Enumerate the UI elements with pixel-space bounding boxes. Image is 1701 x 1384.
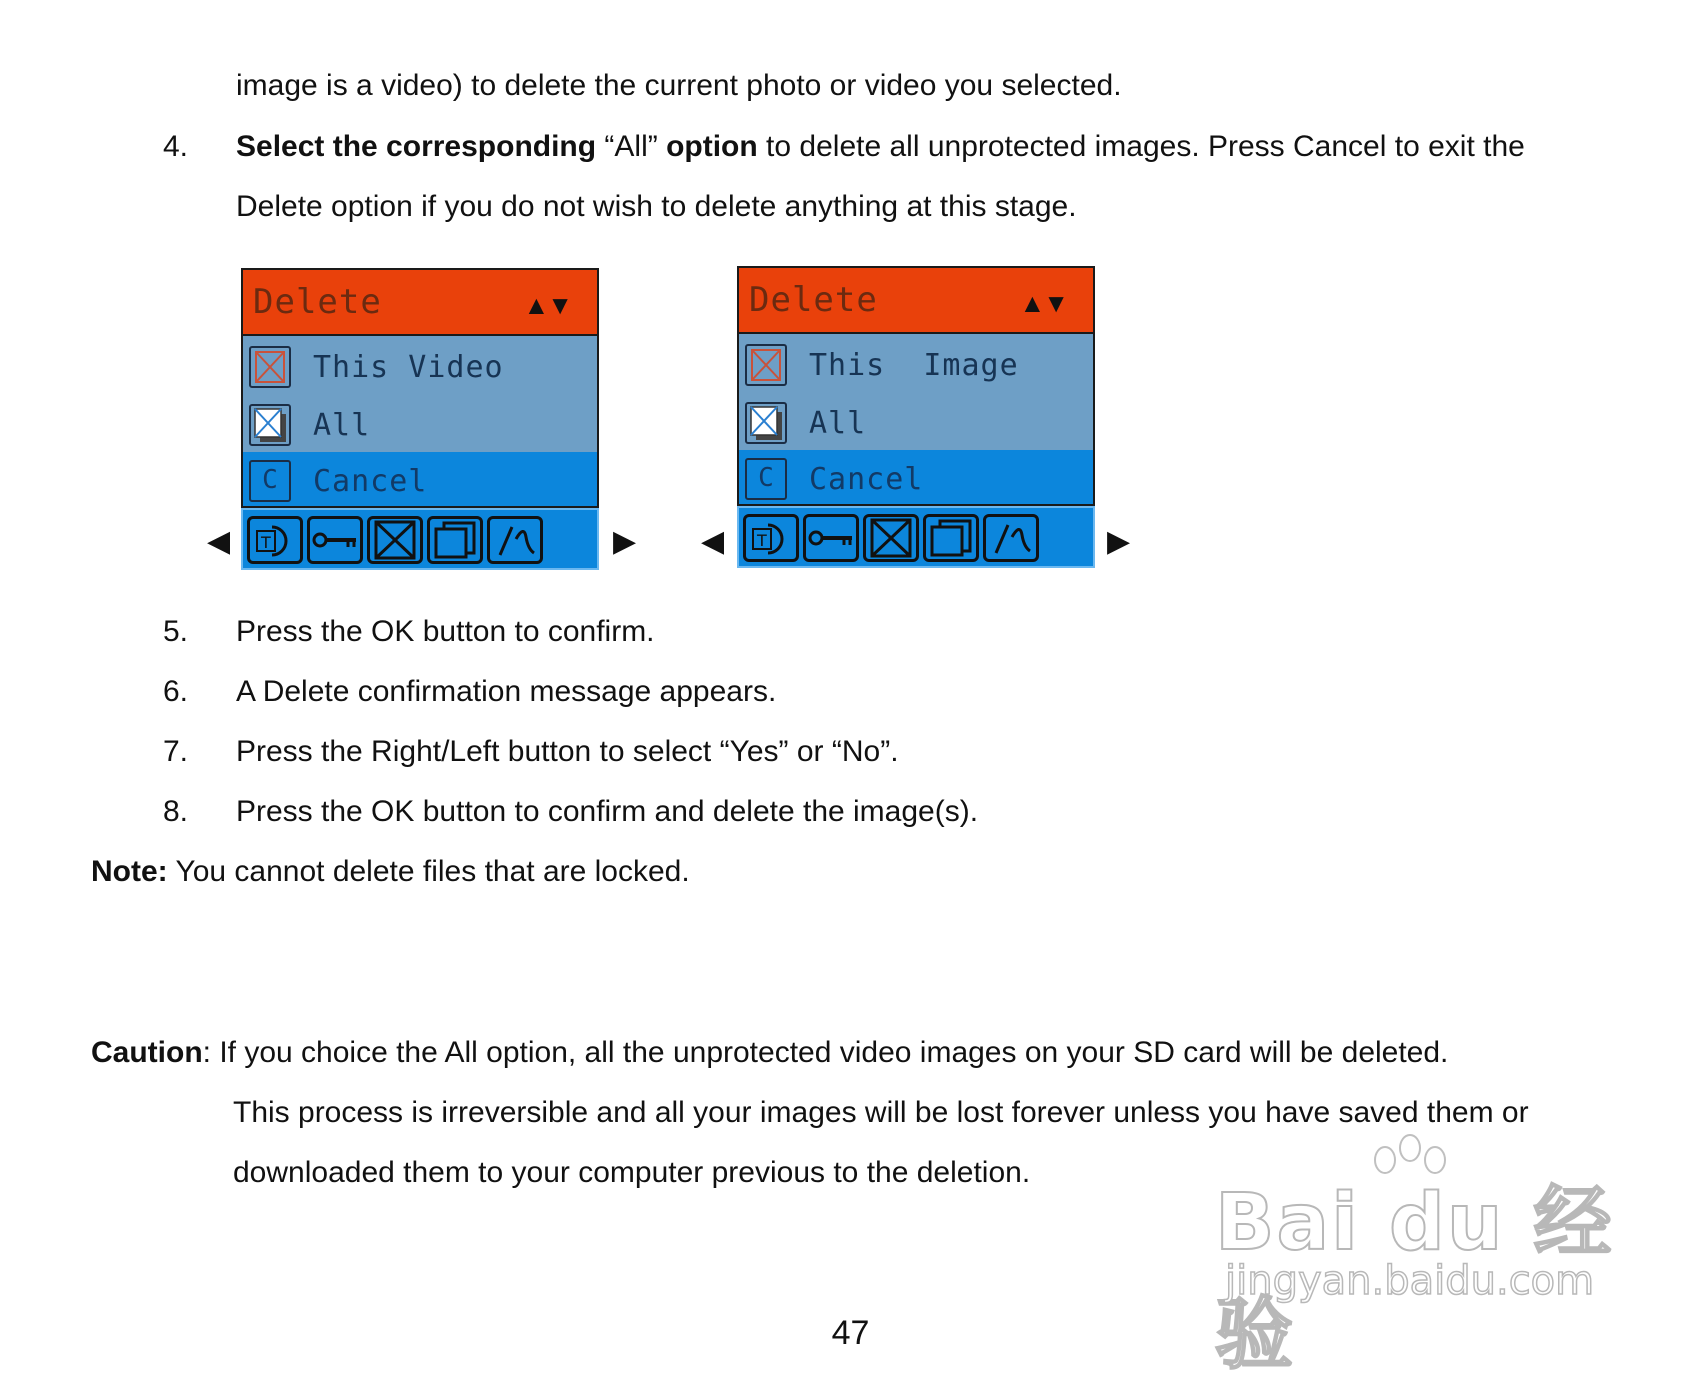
menu-header — [739, 268, 1093, 334]
step-6-text: A Delete confirmation message appears. — [236, 675, 777, 708]
delete-icon[interactable] — [367, 516, 423, 564]
step-4-bold-a: Select the corresponding — [236, 130, 597, 163]
right-arrow-icon[interactable]: ▶ — [613, 525, 637, 558]
step-7-number: 7. — [163, 735, 189, 768]
menu-item-this-video[interactable] — [243, 338, 597, 396]
step-8-number: 8. — [163, 795, 189, 828]
baidu-watermark — [1215, 1130, 1615, 1380]
watermark-main: Bai du 经验 — [1215, 1178, 1614, 1380]
menu-header — [243, 270, 597, 336]
note-label: Note: — [91, 855, 168, 888]
step-8-text: Press the OK button to confirm and delete the image(s). — [236, 795, 979, 828]
delete-menu-image — [701, 266, 1131, 568]
menu-toolbar — [241, 508, 599, 570]
caution-text: : If you choice the All option, all the unprotected video images on your SD card will be deleted. — [202, 1036, 1449, 1069]
step-5-text: Press the OK button to confirm. — [236, 615, 655, 648]
menu-item-all[interactable] — [243, 396, 597, 454]
menu-box — [241, 268, 599, 508]
caution-label: Caution — [91, 1036, 203, 1069]
copy-icon[interactable] — [427, 516, 483, 564]
menu-item-label: Cancel — [313, 464, 428, 499]
edit-icon[interactable] — [487, 516, 543, 564]
step-4-rest: to delete all unprotected images. Press Cancel to exit the — [757, 130, 1525, 163]
delete-all-icon — [745, 402, 787, 444]
menu-item-label: This Image — [809, 348, 1019, 383]
menu-title: Delete — [749, 280, 878, 320]
step-7-text: Press the Right/Left button to select “Yes” or “No”. — [236, 735, 899, 768]
step-4-number: 4. — [163, 130, 189, 163]
timer-icon[interactable] — [743, 514, 799, 562]
page-number: 47 — [831, 1314, 870, 1352]
up-down-arrows-icon: ▲▼ — [523, 290, 571, 320]
right-arrow-icon[interactable]: ▶ — [1107, 525, 1131, 558]
menu-item-cancel[interactable] — [739, 450, 1093, 506]
menu-item-label: This Video — [313, 350, 504, 385]
step-6-number: 6. — [163, 675, 189, 708]
note-text: You cannot delete files that are locked. — [167, 855, 690, 888]
left-arrow-icon[interactable]: ◀ — [207, 525, 231, 558]
svg-text:T: T — [757, 531, 767, 550]
delete-single-icon — [249, 346, 291, 388]
svg-text:T: T — [261, 533, 271, 552]
delete-menu-video — [207, 268, 637, 570]
menu-item-all[interactable] — [739, 394, 1093, 452]
caution-line-1 — [91, 1035, 1448, 1071]
delete-all-icon — [249, 404, 291, 446]
step-5-number: 5. — [163, 615, 189, 648]
key-icon[interactable] — [307, 516, 363, 564]
caution-line-3: downloaded them to your computer previous to the deletion. — [233, 1156, 1031, 1189]
watermark-sub: jingyan.baidu.com — [1225, 1258, 1595, 1304]
menu-toolbar — [737, 506, 1095, 568]
step-4-line-1 — [236, 129, 1525, 165]
step-4-quote-all: “All” — [596, 130, 667, 163]
menu-item-label: All — [313, 408, 371, 443]
up-down-arrows-icon: ▲▼ — [1019, 288, 1067, 318]
menu-title: Delete — [253, 282, 382, 322]
intro-line: image is a video) to delete the current photo or video you selected. — [236, 69, 1122, 102]
menu-item-label: Cancel — [809, 462, 924, 497]
left-arrow-icon[interactable]: ◀ — [701, 525, 725, 558]
caution-line-2: This process is irreversible and all your images will be lost forever unless you have saved them or — [233, 1096, 1529, 1129]
cancel-icon: C — [249, 460, 291, 502]
edit-icon[interactable] — [983, 514, 1039, 562]
timer-icon[interactable] — [247, 516, 303, 564]
menu-item-cancel[interactable] — [243, 452, 597, 508]
key-icon[interactable] — [803, 514, 859, 562]
delete-icon[interactable] — [863, 514, 919, 562]
menu-item-label: All — [809, 406, 867, 441]
step-4-line-2: Delete option if you do not wish to delete anything at this stage. — [236, 190, 1077, 223]
copy-icon[interactable] — [923, 514, 979, 562]
note — [91, 854, 690, 890]
menu-box — [737, 266, 1095, 506]
menu-item-this-image[interactable] — [739, 336, 1093, 394]
step-4-bold-b: option — [666, 130, 758, 163]
cancel-icon: C — [745, 458, 787, 500]
delete-single-icon — [745, 344, 787, 386]
